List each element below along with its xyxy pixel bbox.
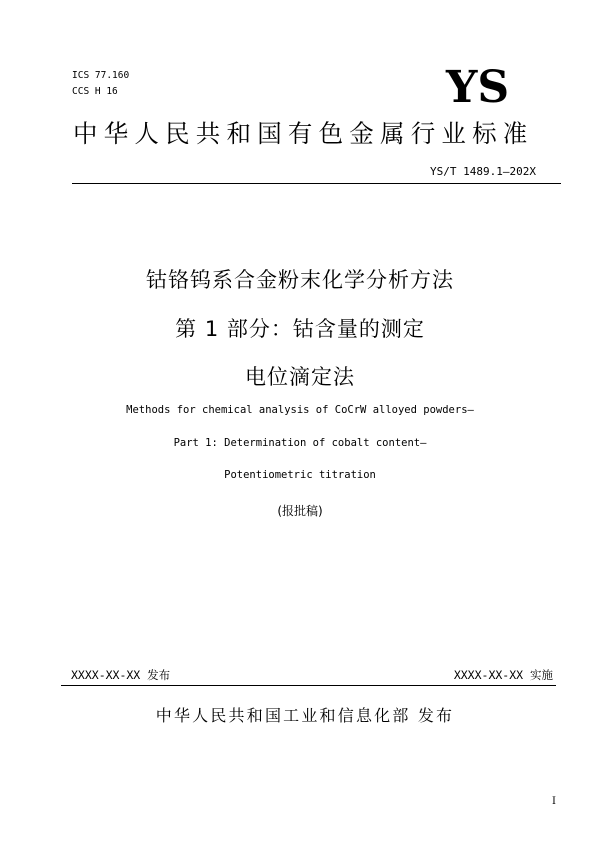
title-en-line2: Part 1: Determination of cobalt content— [173, 437, 427, 449]
header-divider [72, 183, 561, 184]
title-cn-line1: 钴铬钨系合金粉末化学分析方法 [146, 268, 454, 292]
title-en-line1: Methods for chemical analysis of CoCrW alloyed powders— [126, 404, 474, 416]
title-en-line3: Potentiometric titration [224, 469, 376, 481]
title-cn-line3: 电位滴定法 [245, 365, 355, 389]
title-cn-line2: 第 1 部分：钴含量的测定 [175, 317, 425, 341]
standard-title: 中华人民共和国有色金属行业标准 [73, 119, 534, 148]
standard-number: YS/T 1489.1—202X [430, 165, 536, 178]
ys-logo: YS [446, 62, 510, 113]
page-number: I [552, 796, 556, 807]
draft-status: (报批稿) [277, 504, 323, 518]
publisher: 中华人民共和国工业和信息化部 发布 [155, 706, 455, 725]
issue-date: XXXX-XX-XX 发布 [71, 668, 171, 682]
implementation-date: XXXX-XX-XX 实施 [453, 668, 553, 682]
footer-divider [61, 685, 556, 686]
ics-code: ICS 77.160 [72, 70, 130, 81]
ccs-code: CCS H 16 [72, 86, 118, 97]
